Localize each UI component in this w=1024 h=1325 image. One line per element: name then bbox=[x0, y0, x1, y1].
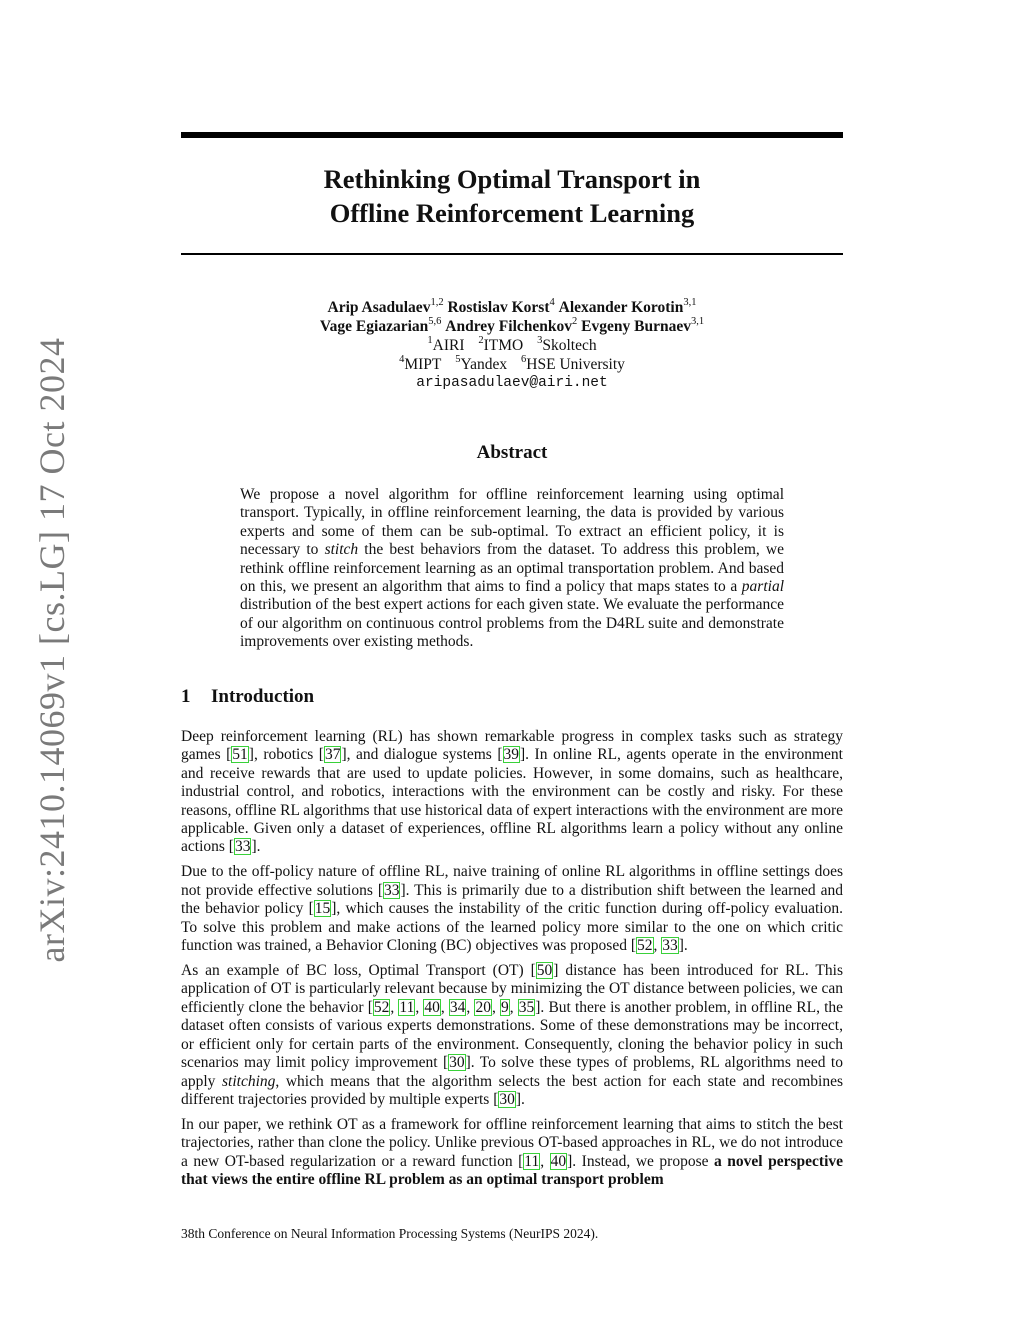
citation-link[interactable]: 11 bbox=[399, 998, 415, 1016]
affiliation-name: Skoltech bbox=[542, 337, 597, 354]
affiliation-name: AIRI bbox=[432, 337, 465, 354]
affiliation-name: MIPT bbox=[404, 356, 442, 373]
section-title: Introduction bbox=[211, 686, 315, 707]
affiliation-number: 1 bbox=[427, 334, 433, 346]
emphasis-partial: partial bbox=[741, 578, 784, 596]
citation-link[interactable]: 37 bbox=[324, 746, 341, 764]
affiliation-line-2 bbox=[181, 355, 843, 374]
affiliation-number: 3 bbox=[537, 334, 543, 346]
author-affiliation: 2 bbox=[572, 315, 578, 327]
citation-link[interactable]: 34 bbox=[449, 998, 466, 1016]
paper-title bbox=[181, 162, 843, 230]
paper-title-line-1: Rethinking Optimal Transport in bbox=[323, 164, 701, 194]
author-affiliation: 1,2 bbox=[430, 296, 444, 308]
citation-link[interactable]: 11 bbox=[524, 1152, 540, 1170]
citation-link[interactable]: 15 bbox=[314, 900, 331, 918]
bold-claim: a novel perspective that views the entire offline RL problem as an optimal transport problem bbox=[181, 1152, 844, 1189]
citation-link[interactable]: 52 bbox=[373, 998, 390, 1016]
citation-link[interactable]: 40 bbox=[550, 1152, 567, 1170]
author-line-1 bbox=[181, 298, 843, 317]
conference-footnote: 38th Conference on Neural Information Processing Systems (NeurIPS 2024). bbox=[181, 1226, 599, 1241]
author-name: Evgeny Burnaev bbox=[581, 318, 691, 335]
author-name: Vage Egiazarian bbox=[319, 318, 429, 335]
author-name: Rostislav Korst bbox=[447, 299, 550, 316]
author-name: Arip Asadulaev bbox=[327, 299, 431, 316]
affiliation-number: 2 bbox=[478, 334, 484, 346]
author-name: Andrey Filchenkov bbox=[445, 318, 573, 335]
citation-link[interactable]: 30 bbox=[499, 1090, 515, 1108]
author-affiliation: 3,1 bbox=[690, 315, 705, 327]
citation-link[interactable]: 52 bbox=[637, 937, 653, 955]
author-affiliation: 4 bbox=[549, 296, 555, 308]
citation-link[interactable]: 51 bbox=[232, 746, 248, 764]
affiliation-name: HSE University bbox=[526, 356, 625, 373]
author-email[interactable]: aripasadulaev@airi.net bbox=[416, 375, 608, 391]
section-number: 1 bbox=[181, 686, 191, 707]
citation-link[interactable]: 39 bbox=[503, 746, 520, 764]
citation-link[interactable]: 50 bbox=[536, 962, 553, 980]
author-line-2 bbox=[181, 317, 843, 336]
affiliation-line-1 bbox=[181, 336, 843, 355]
emphasis-stitching: stitching bbox=[222, 1072, 276, 1090]
paragraph-2: Due to the off-policy nature of offline RL, naive training of online RL algorithms in offline settings does not provide effective solutions [33]. This is primarily due to a distribution shift between the learned and the behavior policy [15], which causes the instability of the critic function during off-policy evaluation. To solve this problem and make actions of the learned policy more similar to the one on which critic function was trained, a Behavior Cloning (BC) objectives was proposed [52, 33]. bbox=[181, 863, 843, 955]
citation-link[interactable]: 33 bbox=[662, 937, 678, 955]
author-block bbox=[181, 298, 843, 393]
affiliation-number: 5 bbox=[455, 353, 461, 365]
citation-link[interactable]: 20 bbox=[475, 998, 491, 1016]
author-affiliation: 3,1 bbox=[683, 296, 697, 308]
affiliation-number: 6 bbox=[521, 353, 527, 365]
title-bottom-rule bbox=[181, 253, 843, 255]
paragraph-3: As an example of BC loss, Optimal Transport (OT) [50] distance has been introduced for RL. This application of OT is particularly relevant because by minimizing the OT distance between policies, we can efficiently clone the behavior [52, 11, 40, 34, 20, 9, 35]. But there is another problem, in offline RL, the dataset often consists of various experts demonstrations. Some of these demonstrations may be incorrect, or efficient only for certain parts of the environment. Consequently, cloning the behavior policy in such scenarios may limit policy improvement [30]. To solve these types of problems, RL algorithms need to apply stitching, which means that the algorithm selects the best action for each state and recombines different trajectories provided by multiple experts [30]. bbox=[181, 962, 844, 1108]
affiliation-name: Yandex bbox=[460, 356, 508, 373]
author-affiliation: 5,6 bbox=[428, 315, 442, 327]
paragraph-4: In our paper, we rethink OT as a framework for offline reinforcement learning that aims to stitch the best trajectories, rather than clone the policy. Unlike previous OT-based approaches in RL, we do not introduce a new OT-based regularization or a reward function [11, 40]. Instead, we propose a novel perspective that views the entire offline RL problem as an optimal transport problem bbox=[181, 1115, 844, 1189]
affiliation-name: ITMO bbox=[483, 337, 524, 354]
citation-link[interactable]: 30 bbox=[449, 1054, 465, 1072]
citation-link[interactable]: 35 bbox=[518, 998, 535, 1016]
author-name: Alexander Korotin bbox=[558, 299, 684, 316]
citation-link[interactable]: 40 bbox=[424, 998, 440, 1016]
arxiv-identifier: arXiv:2410.14069v1 [cs.LG] 17 Oct 2024 bbox=[32, 337, 72, 963]
citation-link[interactable]: 33 bbox=[383, 881, 400, 899]
citation-link[interactable]: 9 bbox=[500, 998, 509, 1016]
emphasis-stitch: stitch bbox=[324, 541, 359, 559]
section-heading-introduction bbox=[181, 686, 314, 708]
introduction-body bbox=[181, 728, 843, 1196]
citation-link[interactable]: 33 bbox=[234, 838, 251, 856]
abstract-text: We propose a novel algorithm for offline reinforcement learning using optimal transport. Typically, in offline reinforcement learning, the data is provided by various experts and some of them can be sub-optimal. To extract an efficient policy, it is necessary to stitch the best behaviors from the dataset. To address this problem, we rethink offline reinforcement learning as an optimal transportation problem. And based on this, we present an algorithm that aims to find a policy that maps states to a partial distribution of the best expert actions for each given state. We evaluate the performance of our algorithm on continuous control problems from the D4RL suite and demonstrate improvements over existing methods. bbox=[240, 486, 784, 651]
title-top-rule bbox=[181, 132, 843, 138]
paper-title-line-2: Offline Reinforcement Learning bbox=[329, 198, 695, 228]
abstract-heading: Abstract bbox=[476, 442, 548, 463]
affiliation-number: 4 bbox=[399, 353, 405, 365]
paragraph-1: Deep reinforcement learning (RL) has shown remarkable progress in complex tasks such as strategy games [51], robotics [37], and dialogue systems [39]. In online RL, agents operate in the environment and receive rewards that are used to update policies. However, in some domains, such as healthcare, industrial control, and robotics, interactions with the environment can be costly and risky. For these reasons, offline RL algorithms that use historical data of expert interactions with the environment are more applicable. Given only a dataset of experiences, offline RL algorithms learn a policy without any online actions [33]. bbox=[181, 728, 843, 856]
